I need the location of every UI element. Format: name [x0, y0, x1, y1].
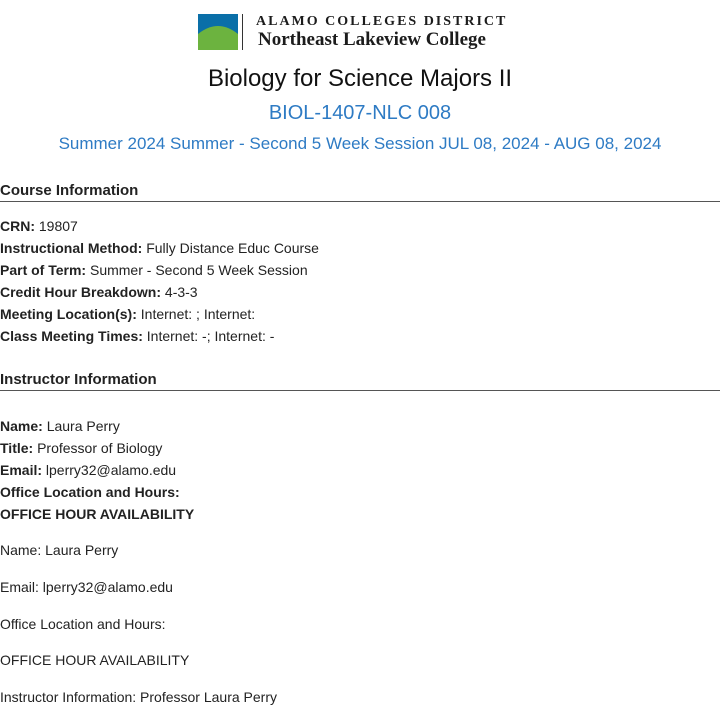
field-value: Summer - Second 5 Week Session [89, 262, 308, 278]
course-title: Biology for Science Majors II [207, 65, 513, 92]
meeting-location-row [0, 306, 255, 322]
instructor-information-heading: Instructor Information [0, 371, 720, 391]
field-label: Office Location and Hours: [0, 484, 180, 500]
body-office-line: Office Location and Hours: [0, 616, 166, 632]
body-availability-line: OFFICE HOUR AVAILABILITY [0, 652, 190, 668]
meeting-times-row [0, 328, 274, 344]
body-name-line: Name: Laura Perry [0, 542, 119, 558]
college-logo-icon [198, 14, 238, 50]
field-label: Credit Hour Breakdown: [0, 284, 162, 300]
logo-college-name: Northeast Lakeview College [258, 29, 486, 50]
credit-hour-row [0, 284, 198, 300]
availability-label: OFFICE HOUR AVAILABILITY [0, 506, 195, 522]
course-code: BIOL-1407-NLC 008 [268, 102, 452, 124]
field-label: Meeting Location(s): [0, 306, 137, 322]
field-label: CRN: [0, 218, 35, 234]
field-label: Email: [0, 462, 43, 478]
field-value: 19807 [38, 218, 78, 234]
instructor-email-row [0, 462, 176, 478]
instructional-method-row [0, 240, 319, 256]
college-logo [198, 12, 528, 54]
field-value: Professor of Biology [37, 440, 163, 456]
field-label: Name: [0, 418, 43, 434]
field-label: Class Meeting Times: [0, 328, 143, 344]
part-of-term-row [0, 262, 308, 278]
body-instructor-line: Instructor Information: Professor Laura Perry [0, 689, 277, 705]
course-information-heading: Course Information [0, 182, 720, 202]
field-label: Instructional Method: [0, 240, 143, 256]
instructor-title-row [0, 440, 162, 456]
instructor-email-value: lperry32@alamo.edu [45, 462, 177, 478]
logo-divider [242, 14, 243, 50]
field-label: Part of Term: [0, 262, 87, 278]
instructor-name-row [0, 418, 120, 434]
office-hour-availability-heading [0, 506, 194, 522]
field-value: Internet: -; Internet: - [146, 328, 275, 344]
field-value: Laura Perry [46, 418, 120, 434]
field-value: Internet: ; Internet: [140, 306, 256, 322]
office-location-row [0, 484, 180, 500]
course-term: Summer 2024 Summer - Second 5 Week Session JUL 08, 2024 - AUG 08, 2024 [58, 134, 662, 153]
field-value: 4-3-3 [164, 284, 198, 300]
field-label: Title: [0, 440, 34, 456]
body-email-line: Email: lperry32@alamo.edu [0, 579, 173, 595]
logo-district-name: ALAMO COLLEGES DISTRICT [256, 14, 508, 29]
field-value: Fully Distance Educ Course [146, 240, 319, 256]
crn-row [0, 218, 78, 234]
